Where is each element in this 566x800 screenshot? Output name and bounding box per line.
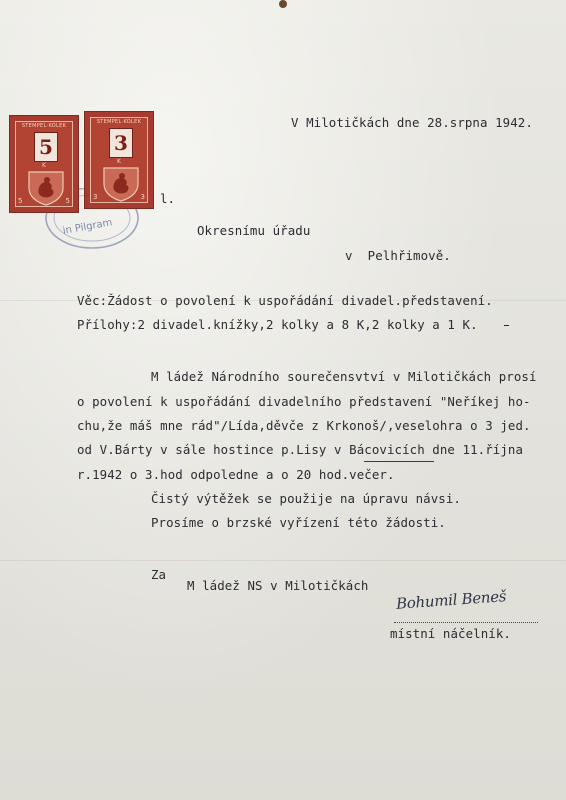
closing-organization: M ládež NS v Milotičkách: [187, 578, 369, 593]
stamp-corner: 3: [140, 193, 145, 201]
body-line: od V.Bárty v sále hostince p.Lisy v Bácovicích dne 11.října: [77, 442, 524, 457]
lion-shield-icon: [27, 170, 65, 206]
stamp-corner: 3: [93, 193, 98, 201]
body-line: r.1942 o 3.hod odpoledne a o 20 hod.večer.: [77, 467, 395, 482]
revenue-stamp: [84, 111, 154, 209]
stamp-corner: 5: [65, 197, 70, 205]
address-recipient: Okresnímu úřadu: [197, 223, 311, 238]
address-fragment: l.: [160, 191, 176, 206]
stamp-value: 5: [39, 135, 53, 159]
signature-line: [394, 622, 538, 623]
handwritten-signature: Bohumil Beneš: [395, 587, 507, 613]
closing-za: Za: [151, 567, 167, 582]
tick-mark: [504, 325, 509, 326]
address-city: v Pelhřimově.: [345, 248, 451, 263]
stamp-unit: K: [42, 162, 46, 169]
body-line: Čistý výtěžek se použije na úpravu návsi.: [151, 491, 461, 506]
stamp-header: STEMPEL·KOLEK: [21, 123, 67, 129]
postmark-text: in Pilgram: [62, 217, 114, 237]
stamp-unit: K: [117, 158, 121, 165]
paper-fold: [0, 560, 566, 561]
stamp-header: STEMPEL·KOLEK: [96, 119, 142, 125]
body-line: o povolení k uspořádání divadelního představení "Neříkej ho-: [77, 394, 531, 409]
signatory-role: místní náčelník.: [390, 626, 511, 641]
stamp-value: 3: [114, 131, 128, 155]
place-date: V Milotičkách dne 28.srpna 1942.: [291, 115, 533, 130]
underline: [364, 461, 434, 462]
subject-line: Věc:Žádost o povolení k uspořádání divadel.představení.: [77, 293, 493, 308]
body-line: chu,že máš mne rád"/Lída,děvče z Krkonoš/,veselohra o 3 jed.: [77, 418, 531, 433]
revenue-stamp: [9, 115, 79, 213]
lion-shield-icon: [102, 166, 140, 202]
body-line: Prosíme o brzské vyřízení této žádosti.: [151, 515, 446, 530]
pin-mark: [279, 0, 287, 8]
stamp-corner: 5: [18, 197, 23, 205]
attachments-line: Přílohy:2 divadel.knížky,2 kolky a 8 K,2 kolky a 1 K.: [77, 317, 478, 332]
body-line: M ládež Národního sourečensvtví v Milotičkách prosí: [151, 369, 537, 384]
